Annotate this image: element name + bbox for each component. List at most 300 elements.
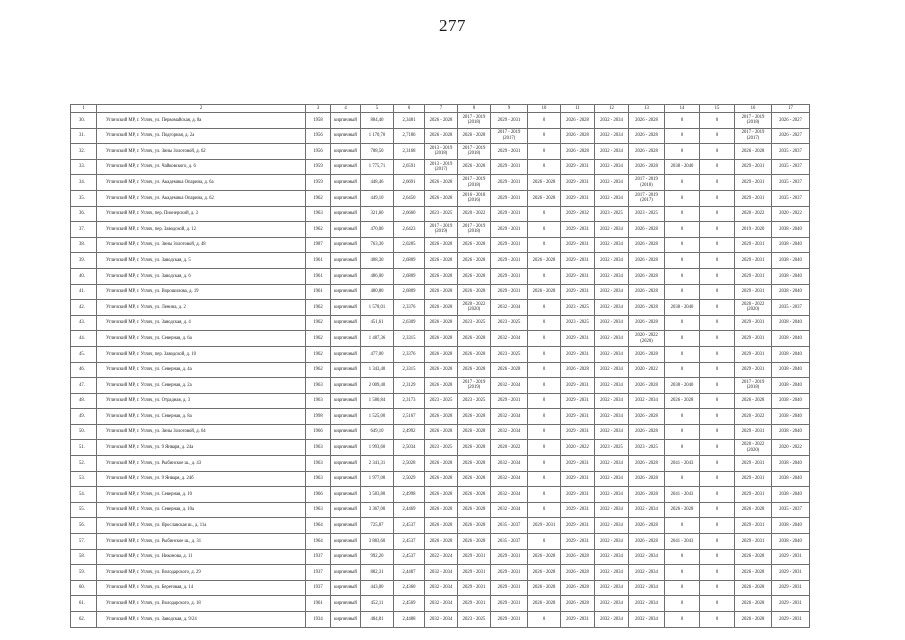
cell-material: кирпичный bbox=[331, 502, 361, 518]
cell-col-13: 2017 - 2019 (2017) bbox=[629, 190, 665, 206]
cell-col-17: 2038 - 2040 bbox=[772, 409, 810, 425]
cell-col-11: 2026 - 2028 bbox=[561, 580, 595, 596]
cell-col-11: 2029 - 2031 bbox=[561, 518, 595, 534]
cell-col-12: 2032 - 2034 bbox=[595, 237, 629, 253]
table-row bbox=[71, 456, 810, 472]
cell-address: Угличский МР, г. Углич, ул. Ленина, д. 2 bbox=[97, 300, 306, 316]
cell-col-8: 2026 - 2028 bbox=[458, 159, 491, 175]
cell-year: 1962 bbox=[306, 222, 331, 238]
cell-col-15: 0 bbox=[700, 144, 735, 160]
cell-col-13: 2032 - 2034 bbox=[629, 596, 665, 612]
cell-col-7: 2026 - 2028 bbox=[425, 175, 458, 191]
cell-coefficient: 2,6423 bbox=[394, 222, 425, 238]
cell-col-15: 0 bbox=[700, 378, 735, 394]
cell-col-7: 2013 - 2019 (2017) bbox=[425, 159, 458, 175]
cell-col-10: 0 bbox=[528, 393, 561, 409]
cell-col-12: 2032 - 2034 bbox=[595, 596, 629, 612]
cell-col-14: 0 bbox=[665, 596, 700, 612]
cell-col-17: 2029 - 2031 bbox=[772, 549, 810, 565]
cell-address: Угличский МР, г. Углич, ул. Чайковского, д. 6 bbox=[97, 159, 306, 175]
cell-col-14: 0 bbox=[665, 424, 700, 440]
cell-material: кирпичный bbox=[331, 549, 361, 565]
cell-col-8: 2026 - 2028 bbox=[458, 362, 491, 378]
cell-col-9: 2023 - 2025 bbox=[491, 315, 528, 331]
cell-col-12: 2032 - 2034 bbox=[595, 393, 629, 409]
cell-area: 2 009,40 bbox=[361, 378, 394, 394]
cell-col-8: 2023 - 2025 bbox=[458, 612, 491, 628]
cell-col-13: 2026 - 2028 bbox=[629, 346, 665, 362]
cell-col-12: 2032 - 2034 bbox=[595, 565, 629, 581]
cell-col-17: 2035 - 2037 bbox=[772, 300, 810, 316]
cell-number: 59. bbox=[71, 565, 97, 581]
cell-material: кирпичный bbox=[331, 565, 361, 581]
cell-address: Угличский МР, г. Углич, ул. Ворошилова, д. 19 bbox=[97, 284, 306, 300]
table-row bbox=[71, 237, 810, 253]
cell-area: 1 170,70 bbox=[361, 128, 394, 144]
cell-col-9: 2032 - 2034 bbox=[491, 502, 528, 518]
cell-number: 51. bbox=[71, 440, 97, 456]
cell-material: кирпичный bbox=[331, 393, 361, 409]
cell-area: 1 578,01 bbox=[361, 300, 394, 316]
cell-area: 763,30 bbox=[361, 237, 394, 253]
table-row bbox=[71, 596, 810, 612]
cell-col-9: 2032 - 2034 bbox=[491, 378, 528, 394]
cell-address: Угличский МР, г. Углич, ул. Первомайская, д. 8а bbox=[97, 113, 306, 129]
column-number-header: 3 bbox=[306, 105, 331, 113]
cell-year: 1956 bbox=[306, 128, 331, 144]
cell-col-7: 2026 - 2028 bbox=[425, 378, 458, 394]
cell-col-17: 2029 - 2031 bbox=[772, 596, 810, 612]
cell-area: 452,11 bbox=[361, 596, 394, 612]
cell-number: 52. bbox=[71, 456, 97, 472]
cell-col-15: 0 bbox=[700, 549, 735, 565]
cell-col-12: 2032 - 2034 bbox=[595, 222, 629, 238]
cell-col-9: 2029 - 2031 bbox=[491, 268, 528, 284]
cell-coefficient: 2,5034 bbox=[394, 440, 425, 456]
cell-col-15: 0 bbox=[700, 175, 735, 191]
cell-col-10: 2026 - 2028 bbox=[528, 565, 561, 581]
cell-col-15: 0 bbox=[700, 580, 735, 596]
cell-col-10: 0 bbox=[528, 456, 561, 472]
cell-col-12: 2032 - 2034 bbox=[595, 612, 629, 628]
cell-col-17: 2038 - 2040 bbox=[772, 315, 810, 331]
cell-number: 31. bbox=[71, 128, 97, 144]
cell-col-9: 2029 - 2031 bbox=[491, 237, 528, 253]
cell-address: Угличский МР, г. Углич, ул. Заводская, д. 5 bbox=[97, 253, 306, 269]
cell-col-10: 2029 - 2031 bbox=[528, 518, 561, 534]
cell-col-8: 2026 - 2028 bbox=[458, 440, 491, 456]
cell-col-16: 2020 - 2022 bbox=[735, 206, 772, 222]
cell-col-15: 0 bbox=[700, 565, 735, 581]
cell-col-10: 2026 - 2028 bbox=[528, 284, 561, 300]
cell-col-15: 0 bbox=[700, 362, 735, 378]
cell-material: кирпичный bbox=[331, 487, 361, 503]
cell-address: Угличский МР, г. Углич, пер. Заводской, д. 10 bbox=[97, 346, 306, 362]
cell-col-8: 2016 - 2018 (2016) bbox=[458, 190, 491, 206]
cell-col-10: 0 bbox=[528, 378, 561, 394]
cell-col-14: 2041 - 2043 bbox=[665, 487, 700, 503]
cell-col-17: 2035 - 2037 bbox=[772, 190, 810, 206]
page-number: 277 bbox=[439, 16, 466, 35]
cell-col-14: 0 bbox=[665, 237, 700, 253]
cell-material: кирпичный bbox=[331, 362, 361, 378]
cell-col-14: 0 bbox=[665, 113, 700, 129]
table-row bbox=[71, 424, 810, 440]
cell-col-17: 2038 - 2040 bbox=[772, 456, 810, 472]
cell-area: 1 580,84 bbox=[361, 393, 394, 409]
cell-address: Угличский МР, г. Углич, ул. Северная, д. 10 bbox=[97, 487, 306, 503]
cell-col-10: 0 bbox=[528, 409, 561, 425]
cell-col-14: 0 bbox=[665, 315, 700, 331]
cell-coefficient: 2,3315 bbox=[394, 331, 425, 347]
cell-col-10: 2026 - 2028 bbox=[528, 253, 561, 269]
cell-address: Угличский МР, г. Углич, ул. Никонова, д. 11 bbox=[97, 549, 306, 565]
cell-col-17: 2029 - 2031 bbox=[772, 580, 810, 596]
cell-col-7: 2026 - 2028 bbox=[425, 237, 458, 253]
column-number-header: 6 bbox=[394, 105, 425, 113]
cell-col-16: 2026 - 2028 bbox=[735, 596, 772, 612]
table-header bbox=[71, 105, 810, 113]
cell-col-10: 0 bbox=[528, 502, 561, 518]
table-row bbox=[71, 206, 810, 222]
cell-col-10: 0 bbox=[528, 534, 561, 550]
cell-number: 48. bbox=[71, 393, 97, 409]
cell-col-12: 2032 - 2034 bbox=[595, 346, 629, 362]
cell-year: 1962 bbox=[306, 362, 331, 378]
cell-area: 448,46 bbox=[361, 175, 394, 191]
cell-col-16: 2029 - 2031 bbox=[735, 471, 772, 487]
cell-col-13: 2026 - 2028 bbox=[629, 378, 665, 394]
cell-material: кирпичный bbox=[331, 268, 361, 284]
cell-address: Угличский МР, г. Углич, ул. Ярославская ш., д. 11а bbox=[97, 518, 306, 534]
cell-col-11: 2029 - 2031 bbox=[561, 612, 595, 628]
cell-material: кирпичный bbox=[331, 518, 361, 534]
table-row bbox=[71, 128, 810, 144]
cell-year: 1962 bbox=[306, 315, 331, 331]
cell-number: 47. bbox=[71, 378, 97, 394]
column-number-header: 14 bbox=[665, 105, 700, 113]
cell-col-9: 2032 - 2034 bbox=[491, 487, 528, 503]
cell-material: кирпичный bbox=[331, 612, 361, 628]
cell-col-16: 2029 - 2031 bbox=[735, 534, 772, 550]
cell-col-10: 2026 - 2028 bbox=[528, 580, 561, 596]
cell-col-13: 2026 - 2028 bbox=[629, 237, 665, 253]
cell-area: 649,10 bbox=[361, 424, 394, 440]
cell-address: Угличский МР, г. Углич, ул. Заводская, д. 4 bbox=[97, 315, 306, 331]
cell-material: кирпичный bbox=[331, 300, 361, 316]
cell-material: кирпичный bbox=[331, 159, 361, 175]
cell-year: 1962 bbox=[306, 346, 331, 362]
cell-material: кирпичный bbox=[331, 456, 361, 472]
cell-coefficient: 2,4488 bbox=[394, 612, 425, 628]
cell-col-11: 2020 - 2022 bbox=[561, 440, 595, 456]
cell-material: кирпичный bbox=[331, 222, 361, 238]
cell-col-11: 2029 - 2031 bbox=[561, 487, 595, 503]
cell-number: 41. bbox=[71, 284, 97, 300]
cell-number: 62. bbox=[71, 612, 97, 628]
cell-col-13: 2032 - 2034 bbox=[629, 580, 665, 596]
cell-col-15: 0 bbox=[700, 596, 735, 612]
cell-col-12: 2032 - 2034 bbox=[595, 253, 629, 269]
cell-col-16: 2029 - 2031 bbox=[735, 518, 772, 534]
cell-coefficient: 2,6450 bbox=[394, 190, 425, 206]
cell-area: 2 341,31 bbox=[361, 456, 394, 472]
cell-material: кирпичный bbox=[331, 534, 361, 550]
cell-col-15: 0 bbox=[700, 471, 735, 487]
cell-year: 1963 bbox=[306, 206, 331, 222]
table-row bbox=[71, 549, 810, 565]
table-row bbox=[71, 331, 810, 347]
cell-coefficient: 2,6309 bbox=[394, 315, 425, 331]
cell-col-7: 2026 - 2028 bbox=[425, 284, 458, 300]
cell-year: 1998 bbox=[306, 409, 331, 425]
cell-col-9: 2032 - 2034 bbox=[491, 331, 528, 347]
column-number-header: 12 bbox=[595, 105, 629, 113]
cell-coefficient: 2,3315 bbox=[394, 362, 425, 378]
cell-col-17: 2038 - 2040 bbox=[772, 253, 810, 269]
column-number-header: 10 bbox=[528, 105, 561, 113]
cell-address: Угличский МР, г. Углич, ул. Академика Опарина, д. 6а bbox=[97, 175, 306, 191]
column-number-header: 7 bbox=[425, 105, 458, 113]
cell-col-7: 2026 - 2028 bbox=[425, 409, 458, 425]
table-row bbox=[71, 159, 810, 175]
cell-col-14: 0 bbox=[665, 253, 700, 269]
cell-col-8: 2020 - 2022 bbox=[458, 206, 491, 222]
table-row bbox=[71, 175, 810, 191]
cell-col-11: 2029 - 2031 bbox=[561, 346, 595, 362]
cell-coefficient: 2,7186 bbox=[394, 128, 425, 144]
cell-col-10: 2026 - 2028 bbox=[528, 190, 561, 206]
cell-col-16: 2029 - 2031 bbox=[735, 268, 772, 284]
cell-col-12: 2032 - 2034 bbox=[595, 284, 629, 300]
cell-col-16: 2017 - 2019 (2018) bbox=[735, 113, 772, 129]
cell-col-15: 0 bbox=[700, 190, 735, 206]
cell-col-16: 2020 - 2022 bbox=[735, 409, 772, 425]
cell-material: кирпичный bbox=[331, 440, 361, 456]
cell-col-12: 2032 - 2034 bbox=[595, 300, 629, 316]
cell-col-9: 2029 - 2031 bbox=[491, 565, 528, 581]
cell-col-7: 2022 - 2024 bbox=[425, 549, 458, 565]
cell-col-7: 2026 - 2028 bbox=[425, 424, 458, 440]
cell-col-8: 2026 - 2028 bbox=[458, 424, 491, 440]
cell-col-11: 2029 - 2031 bbox=[561, 159, 595, 175]
cell-material: кирпичный bbox=[331, 175, 361, 191]
cell-col-9: 2020 - 2022 bbox=[491, 440, 528, 456]
cell-year: 1963 bbox=[306, 440, 331, 456]
cell-year: 1961 bbox=[306, 253, 331, 269]
cell-col-8: 2026 - 2028 bbox=[458, 534, 491, 550]
cell-area: 992,20 bbox=[361, 549, 394, 565]
cell-col-16: 2029 - 2031 bbox=[735, 253, 772, 269]
cell-col-12: 2032 - 2034 bbox=[595, 471, 629, 487]
table-row bbox=[71, 284, 810, 300]
cell-coefficient: 2,6591 bbox=[394, 159, 425, 175]
cell-col-16: 2017 - 2019 (2018) bbox=[735, 378, 772, 394]
cell-year: 1961 bbox=[306, 596, 331, 612]
cell-material: кирпичный bbox=[331, 206, 361, 222]
cell-col-8: 2017 - 2019 (2018) bbox=[458, 222, 491, 238]
column-number-header: 16 bbox=[735, 105, 772, 113]
cell-col-10: 0 bbox=[528, 237, 561, 253]
cell-col-11: 2029 - 2031 bbox=[561, 393, 595, 409]
cell-col-14: 0 bbox=[665, 518, 700, 534]
cell-col-12: 2032 - 2034 bbox=[595, 268, 629, 284]
cell-col-13: 2026 - 2028 bbox=[629, 113, 665, 129]
table-row bbox=[71, 518, 810, 534]
cell-col-11: 2029 - 2031 bbox=[561, 378, 595, 394]
cell-col-17: 2035 - 2037 bbox=[772, 144, 810, 160]
cell-coefficient: 2,4537 bbox=[394, 534, 425, 550]
cell-col-13: 2020 - 2022 bbox=[629, 362, 665, 378]
cell-col-15: 0 bbox=[700, 331, 735, 347]
cell-area: 486,00 bbox=[361, 268, 394, 284]
cell-col-11: 2026 - 2028 bbox=[561, 144, 595, 160]
cell-col-17: 2038 - 2040 bbox=[772, 424, 810, 440]
cell-col-9: 2026 - 2028 bbox=[491, 362, 528, 378]
cell-col-11: 2026 - 2028 bbox=[561, 128, 595, 144]
cell-col-8: 2017 - 2019 (2019) bbox=[458, 378, 491, 394]
cell-year: 1963 bbox=[306, 393, 331, 409]
cell-col-10: 0 bbox=[528, 144, 561, 160]
cell-col-7: 2026 - 2028 bbox=[425, 300, 458, 316]
cell-col-11: 2029 - 2031 bbox=[561, 502, 595, 518]
cell-number: 60. bbox=[71, 580, 97, 596]
cell-col-17: 2026 - 2027 bbox=[772, 128, 810, 144]
cell-material: кирпичный bbox=[331, 331, 361, 347]
cell-area: 882,31 bbox=[361, 565, 394, 581]
cell-col-7: 2023 - 2025 bbox=[425, 206, 458, 222]
cell-number: 46. bbox=[71, 362, 97, 378]
cell-number: 34. bbox=[71, 175, 97, 191]
cell-col-11: 2029 - 2031 bbox=[561, 253, 595, 269]
cell-col-12: 2032 - 2034 bbox=[595, 456, 629, 472]
column-number-header: 9 bbox=[491, 105, 528, 113]
cell-col-7: 2026 - 2028 bbox=[425, 113, 458, 129]
cell-col-11: 2029 - 2031 bbox=[561, 237, 595, 253]
cell-area: 884,40 bbox=[361, 113, 394, 129]
cell-col-17: 2020 - 2022 bbox=[772, 206, 810, 222]
cell-col-10: 0 bbox=[528, 362, 561, 378]
cell-col-10: 0 bbox=[528, 113, 561, 129]
cell-col-7: 2026 - 2028 bbox=[425, 253, 458, 269]
cell-year: 1962 bbox=[306, 331, 331, 347]
table-row bbox=[71, 471, 810, 487]
cell-col-12: 2032 - 2034 bbox=[595, 190, 629, 206]
column-number-header: 2 bbox=[97, 105, 306, 113]
column-number-header: 11 bbox=[561, 105, 595, 113]
cell-col-14: 2041 - 2043 bbox=[665, 534, 700, 550]
cell-material: кирпичный bbox=[331, 424, 361, 440]
cell-col-10: 2026 - 2028 bbox=[528, 549, 561, 565]
cell-col-8: 2026 - 2028 bbox=[458, 487, 491, 503]
cell-col-11: 2023 - 2025 bbox=[561, 315, 595, 331]
cell-col-13: 2020 - 2022 (2020) bbox=[629, 331, 665, 347]
cell-col-10: 0 bbox=[528, 424, 561, 440]
cell-col-9: 2035 - 2037 bbox=[491, 518, 528, 534]
cell-col-17: 2038 - 2040 bbox=[772, 534, 810, 550]
cell-col-7: 2026 - 2028 bbox=[425, 471, 458, 487]
cell-material: кирпичный bbox=[331, 315, 361, 331]
cell-coefficient: 2,6691 bbox=[394, 175, 425, 191]
cell-col-10: 0 bbox=[528, 346, 561, 362]
cell-col-13: 2026 - 2028 bbox=[629, 253, 665, 269]
cell-col-8: 2026 - 2028 bbox=[458, 268, 491, 284]
cell-col-11: 2029 - 2031 bbox=[561, 534, 595, 550]
cell-col-10: 0 bbox=[528, 159, 561, 175]
cell-col-12: 2032 - 2034 bbox=[595, 580, 629, 596]
cell-address: Угличский МР, г. Углич, ул. Рыбинское ш., д. 43 bbox=[97, 456, 306, 472]
cell-col-13: 2026 - 2028 bbox=[629, 534, 665, 550]
cell-coefficient: 2,4487 bbox=[394, 565, 425, 581]
cell-coefficient: 2,3173 bbox=[394, 393, 425, 409]
cell-year: 1934 bbox=[306, 612, 331, 628]
cell-area: 3 883,60 bbox=[361, 534, 394, 550]
cell-coefficient: 2,4537 bbox=[394, 549, 425, 565]
cell-col-11: 2029 - 2031 bbox=[561, 222, 595, 238]
cell-col-16: 2029 - 2031 bbox=[735, 159, 772, 175]
cell-address: Угличский МР, г. Углич, ул. Северная, д. 10а bbox=[97, 502, 306, 518]
cell-number: 49. bbox=[71, 409, 97, 425]
cell-col-10: 0 bbox=[528, 222, 561, 238]
cell-number: 56. bbox=[71, 518, 97, 534]
cell-col-9: 2029 - 2031 bbox=[491, 190, 528, 206]
table-row bbox=[71, 113, 810, 129]
cell-year: 1962 bbox=[306, 190, 331, 206]
cell-col-16: 2029 - 2031 bbox=[735, 315, 772, 331]
cell-col-8: 2017 - 2019 (2018) bbox=[458, 144, 491, 160]
cell-col-12: 2032 - 2034 bbox=[595, 424, 629, 440]
cell-col-13: 2026 - 2028 bbox=[629, 159, 665, 175]
cell-col-7: 2026 - 2028 bbox=[425, 346, 458, 362]
cell-col-9: 2032 - 2034 bbox=[491, 409, 528, 425]
cell-number: 50. bbox=[71, 424, 97, 440]
cell-area: 451,61 bbox=[361, 315, 394, 331]
cell-col-13: 2026 - 2028 bbox=[629, 456, 665, 472]
cell-col-17: 2038 - 2040 bbox=[772, 346, 810, 362]
cell-col-11: 2029 - 2031 bbox=[561, 175, 595, 191]
cell-col-16: 2026 - 2028 bbox=[735, 502, 772, 518]
cell-col-17: 2038 - 2040 bbox=[772, 331, 810, 347]
cell-address: Угличский МР, г. Углич, ул. Заводская, д. 9/24 bbox=[97, 612, 306, 628]
cell-col-10: 0 bbox=[528, 471, 561, 487]
cell-col-9: 2029 - 2031 bbox=[491, 580, 528, 596]
table-row bbox=[71, 534, 810, 550]
cell-coefficient: 2,6809 bbox=[394, 268, 425, 284]
cell-material: кирпичный bbox=[331, 471, 361, 487]
cell-col-12: 2032 - 2034 bbox=[595, 315, 629, 331]
cell-col-14: 0 bbox=[665, 549, 700, 565]
cell-col-15: 0 bbox=[700, 268, 735, 284]
cell-col-8: 2026 - 2028 bbox=[458, 409, 491, 425]
cell-year: 1959 bbox=[306, 159, 331, 175]
cell-col-11: 2029 - 2031 bbox=[561, 284, 595, 300]
cell-col-14: 0 bbox=[665, 362, 700, 378]
cell-address: Угличский МР, г. Углич, ул. Володарского, д. 18 bbox=[97, 596, 306, 612]
cell-year: 1956 bbox=[306, 144, 331, 160]
cell-material: кирпичный bbox=[331, 596, 361, 612]
cell-area: 443,00 bbox=[361, 580, 394, 596]
cell-col-13: 2017 - 2019 (2018) bbox=[629, 175, 665, 191]
cell-col-8: 2026 - 2028 bbox=[458, 518, 491, 534]
cell-col-17: 2038 - 2040 bbox=[772, 487, 810, 503]
cell-number: 43. bbox=[71, 315, 97, 331]
cell-col-7: 2026 - 2028 bbox=[425, 487, 458, 503]
cell-col-15: 0 bbox=[700, 612, 735, 628]
cell-material: кирпичный bbox=[331, 144, 361, 160]
cell-number: 32. bbox=[71, 144, 97, 160]
cell-col-10: 2026 - 2028 bbox=[528, 596, 561, 612]
cell-coefficient: 2,4469 bbox=[394, 502, 425, 518]
